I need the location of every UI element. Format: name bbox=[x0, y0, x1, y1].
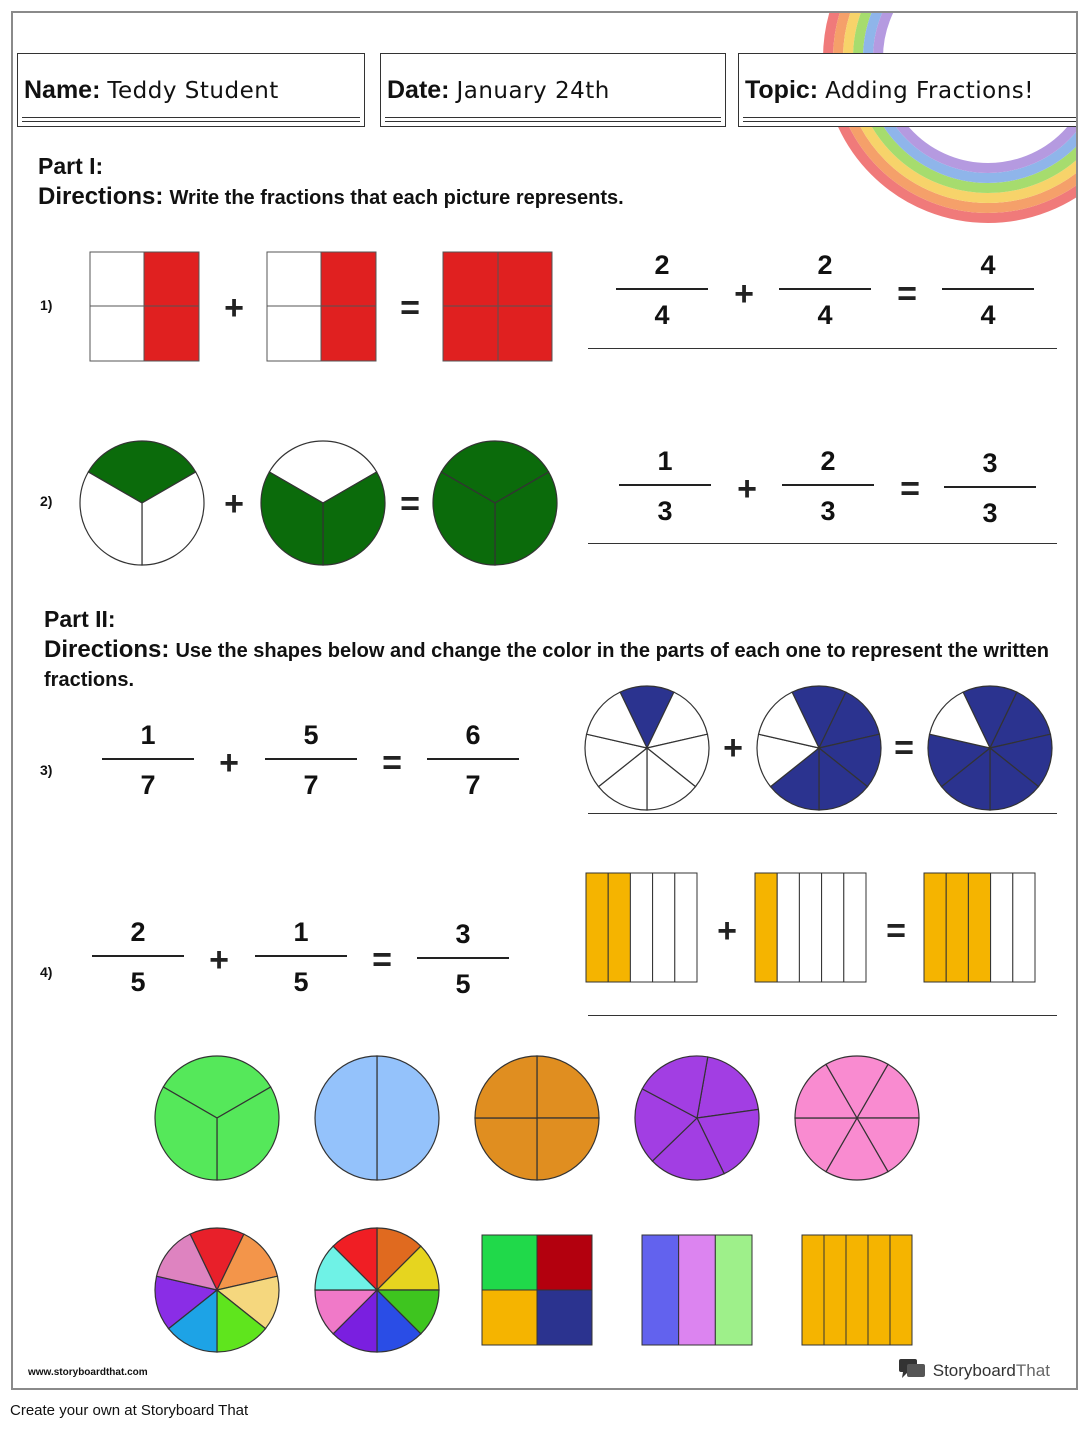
bar-segment bbox=[946, 873, 968, 982]
part2-directions-text: Use the shapes below and change the color in the parts of each one to represent the written fractions. bbox=[44, 640, 1049, 691]
problem-4-pictures bbox=[586, 872, 1038, 984]
square-segment bbox=[482, 1290, 537, 1345]
fraction-circle bbox=[315, 1056, 439, 1180]
problem-2-number: 2) bbox=[40, 493, 53, 509]
equals-sign: = bbox=[897, 275, 917, 313]
circle-segment bbox=[315, 1056, 377, 1180]
plus-sign: + bbox=[209, 941, 229, 979]
numerator: 3 bbox=[455, 919, 471, 949]
denominator: 4 bbox=[654, 300, 670, 330]
bar-segment bbox=[608, 873, 630, 982]
bar-segment bbox=[822, 873, 844, 982]
fraction-circle bbox=[155, 1228, 279, 1352]
circle-segment bbox=[377, 1056, 439, 1180]
answer-line bbox=[588, 348, 1057, 349]
shape-palette bbox=[155, 1054, 945, 1344]
topic-value[interactable]: Adding Fractions! bbox=[825, 78, 1035, 104]
answer-line bbox=[588, 543, 1057, 544]
bar-segment bbox=[844, 873, 866, 982]
bar-segment bbox=[924, 873, 946, 982]
square-segment bbox=[482, 1235, 537, 1290]
denominator: 7 bbox=[465, 770, 481, 800]
bar-segment bbox=[675, 873, 697, 982]
square-segment bbox=[537, 1290, 592, 1345]
bar-segment bbox=[642, 1235, 679, 1345]
fraction-bar bbox=[755, 873, 866, 982]
bar-segment bbox=[586, 873, 608, 982]
fraction-circle bbox=[757, 686, 881, 810]
circle-segment bbox=[475, 1118, 537, 1180]
numerator: 2 bbox=[817, 250, 833, 280]
date-label: Date: bbox=[387, 76, 450, 104]
plus-sign: + bbox=[737, 470, 757, 508]
fraction bbox=[417, 917, 509, 1001]
bar-segment bbox=[802, 1235, 824, 1345]
fraction bbox=[619, 444, 711, 528]
bar-segment bbox=[1013, 873, 1035, 982]
date-value[interactable]: January 24th bbox=[456, 78, 610, 104]
equals-sign: = bbox=[400, 485, 420, 523]
fraction-circle bbox=[585, 686, 709, 810]
storyboardthat-logo[interactable] bbox=[898, 1357, 1050, 1381]
topic-box[interactable] bbox=[738, 53, 1078, 127]
speech-bubble-icon bbox=[898, 1357, 928, 1381]
fraction-bar bbox=[586, 873, 697, 982]
bar-segment bbox=[890, 1235, 912, 1345]
fraction-bar bbox=[802, 1235, 912, 1345]
name-label: Name: bbox=[24, 76, 101, 104]
answer-line bbox=[588, 813, 1057, 814]
fraction bbox=[944, 446, 1036, 530]
bar-segment bbox=[991, 873, 1013, 982]
circle-segment bbox=[537, 1118, 599, 1180]
numerator: 4 bbox=[980, 250, 996, 280]
brand-storyboard: Storyboard bbox=[932, 1361, 1016, 1380]
part2-title: Part II: bbox=[44, 606, 116, 632]
fraction-circle bbox=[475, 1056, 599, 1180]
fraction-circle bbox=[155, 1056, 279, 1180]
bar-segment bbox=[968, 873, 990, 982]
fraction bbox=[92, 915, 184, 999]
part2-directions-label: Directions: bbox=[44, 636, 170, 663]
equals-sign: = bbox=[886, 912, 906, 950]
part1-directions-label: Directions: bbox=[38, 183, 164, 210]
plus-sign: + bbox=[219, 744, 239, 782]
numerator: 6 bbox=[465, 720, 481, 750]
plus-sign: + bbox=[723, 729, 743, 767]
create-your-own-link[interactable]: Create your own at Storyboard That bbox=[10, 1402, 249, 1419]
fraction bbox=[255, 915, 347, 999]
fraction bbox=[265, 718, 357, 802]
worksheet bbox=[11, 11, 1078, 1390]
fraction-circle bbox=[795, 1056, 919, 1180]
bar-segment bbox=[824, 1235, 846, 1345]
numerator: 5 bbox=[303, 720, 319, 750]
denominator: 4 bbox=[817, 300, 833, 330]
equals-sign: = bbox=[382, 744, 402, 782]
numerator: 1 bbox=[293, 917, 309, 947]
denominator: 5 bbox=[293, 967, 309, 997]
circle-segment bbox=[475, 1056, 537, 1118]
fraction bbox=[942, 248, 1034, 332]
bar-segment bbox=[755, 873, 777, 982]
denominator: 7 bbox=[140, 770, 156, 800]
denominator: 3 bbox=[982, 498, 998, 528]
denominator: 5 bbox=[455, 969, 471, 999]
bar-segment bbox=[653, 873, 675, 982]
fraction-circle bbox=[928, 686, 1052, 810]
bar-segment bbox=[868, 1235, 890, 1345]
numerator: 2 bbox=[654, 250, 670, 280]
fraction bbox=[782, 444, 874, 528]
part1-directions-text: Write the fractions that each picture represents. bbox=[169, 187, 624, 209]
bar-segment bbox=[715, 1235, 752, 1345]
numerator: 2 bbox=[820, 446, 836, 476]
square-segment bbox=[537, 1235, 592, 1290]
fraction bbox=[616, 248, 708, 332]
bar-segment bbox=[799, 873, 821, 982]
circle-segment bbox=[537, 1056, 599, 1118]
rainbow-decoration bbox=[13, 13, 1078, 273]
plus-sign: + bbox=[717, 912, 737, 950]
problem-1-number: 1) bbox=[40, 297, 53, 313]
problem-3-pictures bbox=[585, 684, 1057, 812]
numerator: 2 bbox=[130, 917, 146, 947]
numerator: 3 bbox=[982, 448, 998, 478]
equals-sign: = bbox=[900, 470, 920, 508]
equals-sign: = bbox=[400, 289, 420, 327]
bar-segment bbox=[846, 1235, 868, 1345]
bar-segment bbox=[630, 873, 652, 982]
fraction bbox=[779, 248, 871, 332]
fraction bbox=[102, 718, 194, 802]
equals-sign: = bbox=[894, 729, 914, 767]
name-value[interactable]: Teddy Student bbox=[107, 78, 279, 104]
problem-4-number: 4) bbox=[40, 964, 53, 980]
problem-1-pictures bbox=[90, 252, 560, 364]
answer-line bbox=[588, 1015, 1057, 1016]
plus-sign: + bbox=[734, 275, 754, 313]
problem-3-number: 3) bbox=[40, 762, 53, 778]
fraction-circle bbox=[315, 1228, 439, 1352]
brand-that: That bbox=[1015, 1361, 1050, 1380]
denominator: 3 bbox=[820, 496, 836, 526]
name-box[interactable] bbox=[17, 53, 365, 127]
equals-sign: = bbox=[372, 941, 392, 979]
numerator: 1 bbox=[140, 720, 156, 750]
fraction-square bbox=[482, 1235, 592, 1345]
fraction-bar bbox=[924, 873, 1035, 982]
footer-url[interactable]: www.storyboardthat.com bbox=[28, 1367, 148, 1378]
denominator: 3 bbox=[657, 496, 673, 526]
plus-sign: + bbox=[224, 289, 244, 327]
date-box[interactable] bbox=[380, 53, 726, 127]
topic-label: Topic: bbox=[745, 76, 819, 104]
bar-segment bbox=[679, 1235, 716, 1345]
problem-2-pictures bbox=[80, 439, 570, 571]
bar-segment bbox=[777, 873, 799, 982]
part1-title: Part I: bbox=[38, 153, 104, 179]
denominator: 5 bbox=[130, 967, 146, 997]
denominator: 7 bbox=[303, 770, 319, 800]
part1-directions bbox=[38, 183, 624, 212]
denominator: 4 bbox=[980, 300, 996, 330]
fraction-circle bbox=[635, 1056, 759, 1180]
fraction bbox=[427, 718, 519, 802]
numerator: 1 bbox=[657, 446, 673, 476]
plus-sign: + bbox=[224, 485, 244, 523]
fraction-bar bbox=[642, 1235, 752, 1345]
